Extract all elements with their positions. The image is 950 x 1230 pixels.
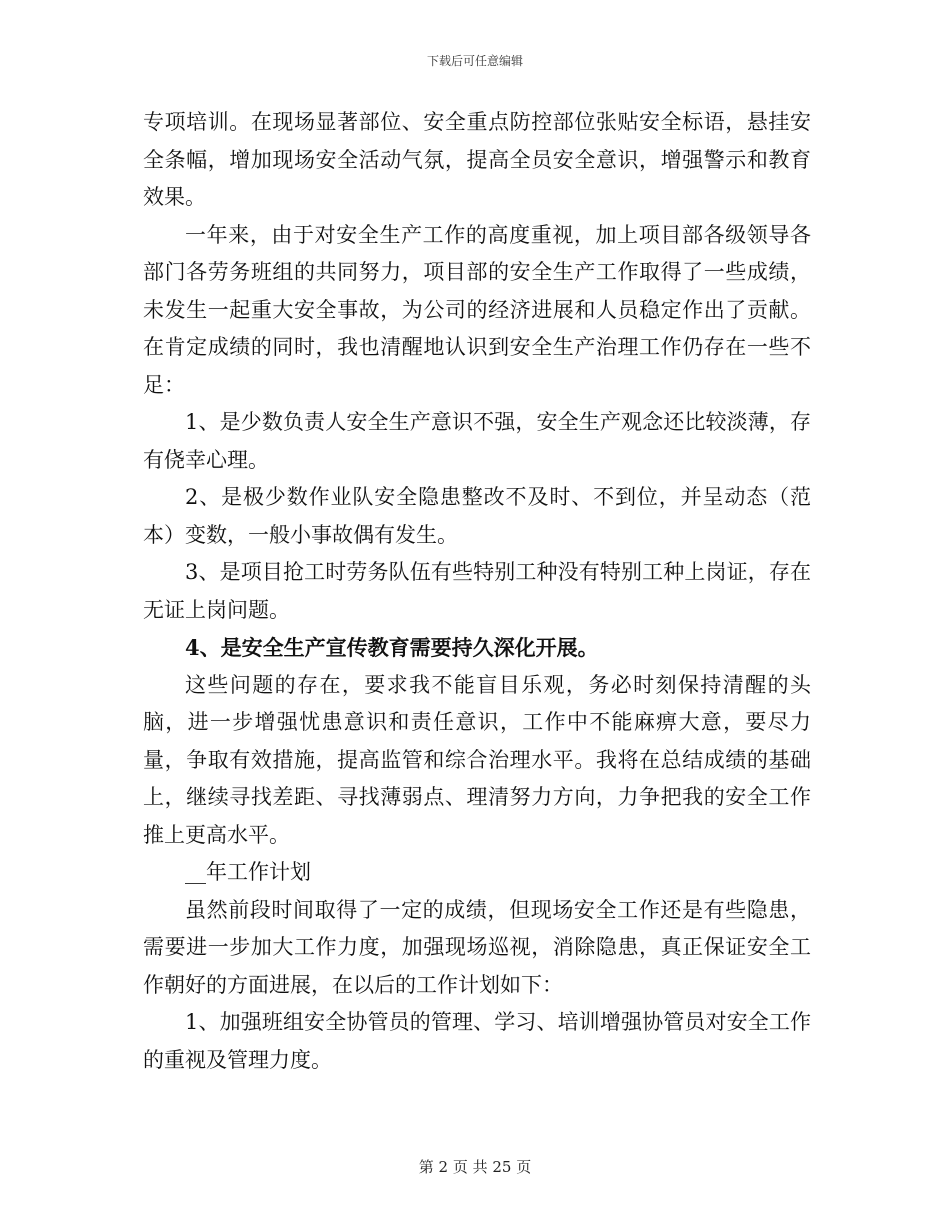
paragraph-3: 这些问题的存在，要求我不能盲目乐观，务必时刻保持清醒的头脑，进一步增强忧患意识和责任意识，工作中不能麻痹大意，要尽力量，争取有效措施，提高监管和综合治理水平。我将在总结成绩的基础上，继续寻找差距、寻找薄弱点、理清努力方向，力争把我的安全工作推上更高水平。 — [143, 672, 811, 847]
list-item-3: 3、是项目抢工时劳务队伍有些特别工种没有特别工种上岗证，存在无证上岗问题。 — [143, 560, 811, 622]
section-heading: __年工作计划 — [185, 860, 311, 884]
plan-item-1: 1、加强班组安全协管员的管理、学习、培训增强协管员对安全工作的重视及管理力度。 — [143, 1010, 811, 1072]
list-item-4: 4、是安全生产宣传教育需要持久深化开展。 — [185, 635, 599, 660]
document-body — [143, 104, 811, 1079]
list-item-1: 1、是少数负责人安全生产意识不强，安全生产观念还比较淡薄，存有侥幸心理。 — [143, 410, 811, 472]
page-footer: 第 2 页 共 25 页 — [418, 1158, 532, 1176]
page-header: 下载后可任意编辑 — [426, 54, 523, 68]
paragraph-4: 虽然前段时间取得了一定的成绩，但现场安全工作还是有些隐患，需要进一步加大工作力度，加强现场巡视，消除隐患，真正保证安全工作朝好的方面进展，在以后的工作计划如下： — [143, 897, 811, 997]
paragraph-2: 一年来，由于对安全生产工作的高度重视，加上项目部各级领导各部门各劳务班组的共同努力，项目部的安全生产工作取得了一些成绩，未发生一起重大安全事故，为公司的经济进展和人员稳定作出了贡献。在肯定成绩的同时，我也清醒地认识到安全生产治理工作仍存在一些不足： — [143, 222, 811, 397]
list-item-2: 2、是极少数作业队安全隐患整改不及时、不到位，并呈动态（范本）变数，一般小事故偶有发生。 — [143, 485, 811, 547]
paragraph-1: 专项培训。在现场显著部位、安全重点防控部位张贴安全标语，悬挂安全条幅，增加现场安全活动气氛，提高全员安全意识，增强警示和教育效果。 — [143, 110, 811, 209]
